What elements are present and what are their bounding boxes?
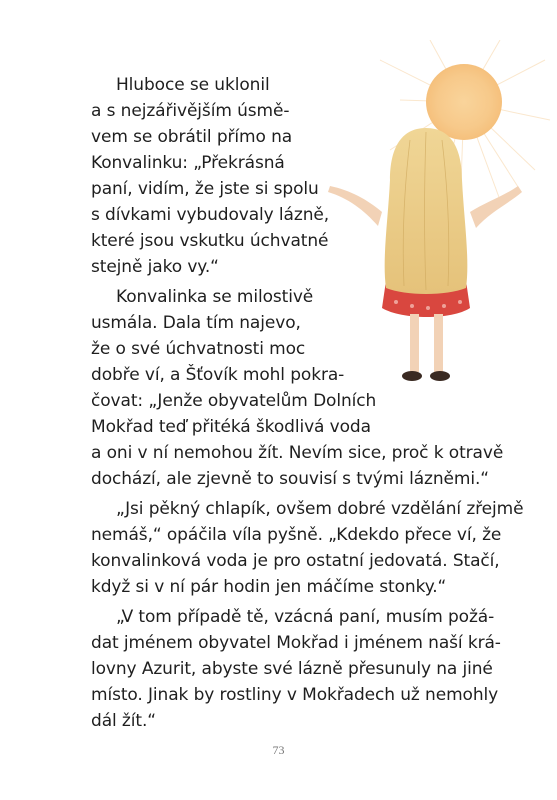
text-line: stejně jako vy.“ bbox=[91, 257, 219, 277]
text-line: že o své úchvatnosti moc bbox=[91, 339, 306, 359]
hair bbox=[385, 128, 468, 294]
left-shoe bbox=[402, 371, 422, 381]
sun bbox=[426, 64, 502, 140]
text-line: které jsou vskutku úchvatné bbox=[91, 231, 329, 251]
text-line: dochází, ale zjevně to souvisí s tvými lázněmi.“ bbox=[91, 469, 489, 489]
page-number: 73 bbox=[272, 743, 285, 757]
text-line: Konvalinku: „Překrásná bbox=[91, 153, 285, 173]
text-line: paní, vidím, že jste si spolu bbox=[91, 179, 319, 199]
girl-and-sun-illustration bbox=[320, 40, 557, 410]
text-line: dat jménem obyvatel Mokřad i jménem naší krá- bbox=[91, 633, 501, 653]
text-line: konvalinková voda je pro ostatní jedovatá. Stačí, bbox=[91, 551, 500, 571]
left-arm bbox=[328, 186, 382, 226]
text-line: čovat: „Jenže obyvatelům Dolních bbox=[91, 391, 377, 411]
text-line: „V tom případě tě, vzácná paní, musím požá- bbox=[116, 607, 495, 627]
text-line: Konvalinka se milostivě bbox=[116, 287, 314, 307]
text-line: a oni v ní nemohou žít. Nevím sice, proč k otravě bbox=[91, 443, 504, 463]
right-shoe bbox=[430, 371, 450, 381]
text-line: „Jsi pěkný chlapík, ovšem dobré vzdělání zřejmě bbox=[116, 499, 524, 519]
text-line: nemáš,“ opáčila víla pyšně. „Kdekdo přece ví, že bbox=[91, 525, 502, 545]
text-line: s dívkami vybudovaly lázně, bbox=[91, 205, 330, 225]
text-line: když si v ní pár hodin jen máčíme stonky.“ bbox=[91, 577, 447, 597]
text-line: vem se obrátil přímo na bbox=[91, 127, 293, 147]
text-line: usmála. Dala tím najevo, bbox=[91, 313, 301, 333]
text-line: Hluboce se uklonil bbox=[116, 75, 270, 95]
right-arm bbox=[470, 186, 522, 228]
right-leg bbox=[434, 314, 443, 372]
text-line: dál žít.“ bbox=[91, 711, 156, 731]
text-line: Mokřad teď přitéká škodlivá voda bbox=[91, 417, 371, 437]
text-line: místo. Jinak by rostliny v Mokřadech už nemohly bbox=[91, 685, 499, 705]
text-line: lovny Azurit, abyste své lázně přesunuly na jiné bbox=[91, 659, 493, 679]
left-leg bbox=[410, 314, 419, 372]
text-line: a s nejzářivějším úsmě- bbox=[91, 101, 290, 121]
text-line: dobře ví, a Šťovík mohl pokra- bbox=[91, 365, 345, 385]
